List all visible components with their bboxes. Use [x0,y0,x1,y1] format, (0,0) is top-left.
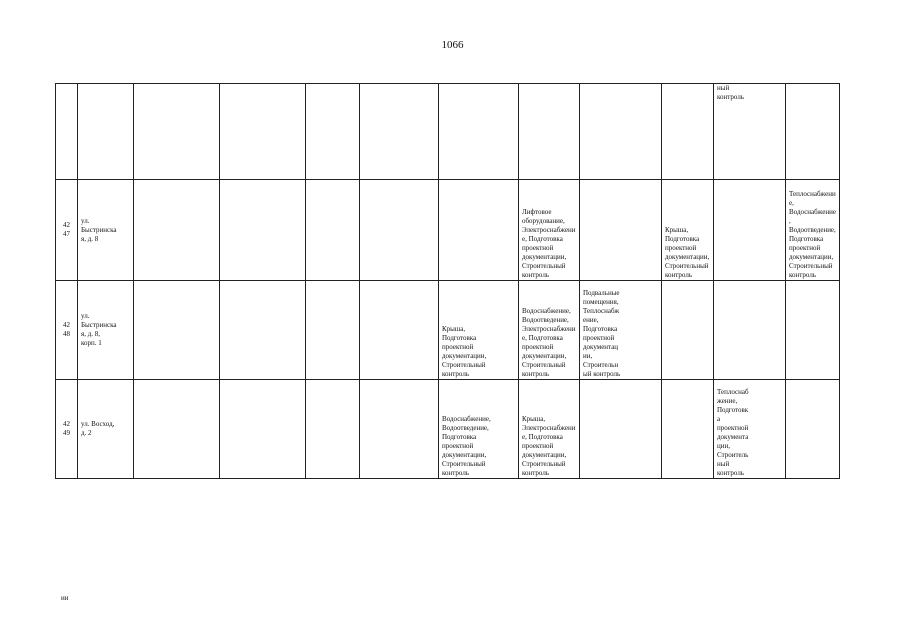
work-cell: Лифтовое оборудование, Электроснабжени е, Подготовка проектной документации, Строительный контроль [519,180,580,281]
work-cell [220,380,306,479]
work-cell [220,281,306,380]
work-cell [306,84,360,180]
work-cell [439,180,519,281]
work-cell [134,281,220,380]
footer-mark: ии [61,594,69,602]
work-cell [714,180,786,281]
work-cell: Подвальные помещения, Теплоснабж ение, Подготовка проектной документац ии, Строительн ый контроль [580,281,662,380]
address-cell: ул. Быстринска я, д. 8 [78,180,134,281]
row-number-cell [56,84,78,180]
row-number-cell: 42 48 [56,281,78,380]
work-cell: Водоснабжение, Водоотведение, Электроснабжени е, Подготовка проектной документации, Строительный контроль [519,281,580,380]
work-cell [786,84,840,180]
work-cell [360,84,439,180]
work-cell [134,84,220,180]
page-number: 1066 [441,39,464,51]
repair-schedule-table [55,83,840,479]
work-cell [714,281,786,380]
work-cell [662,84,714,180]
row-number-cell: 42 49 [56,380,78,479]
work-cell [519,84,580,180]
work-cell [360,180,439,281]
row-number-cell: 42 47 [56,180,78,281]
table-row [56,84,840,180]
work-cell [662,281,714,380]
table-row [56,180,840,281]
work-cell: Теплоснабжени е, Водоснабжение , Водоотведение, Подготовка проектной документации, Строительный контроль [786,180,840,281]
work-cell [580,180,662,281]
work-cell [220,180,306,281]
work-cell: Водоснабжение, Водоотведение, Подготовка проектной документации, Строительный контроль [439,380,519,479]
work-cell [306,281,360,380]
table-row [56,380,840,479]
work-cell [360,281,439,380]
work-cell [360,380,439,479]
address-cell: ул. Восход, д. 2 [78,380,134,479]
work-cell: Крыша, Электроснабжени е, Подготовка проектной документации, Строительный контроль [519,380,580,479]
address-cell [78,84,134,180]
work-cell: Крыша, Подготовка проектной документации, Строительный контроль [439,281,519,380]
work-cell [580,84,662,180]
work-cell: ный контроль [714,84,786,180]
work-cell [306,180,360,281]
work-cell [134,180,220,281]
work-cell [306,380,360,479]
work-cell: Крыша, Подготовка проектной документации, Строительный контроль [662,180,714,281]
work-cell [439,84,519,180]
table-row [56,281,840,380]
work-cell [786,380,840,479]
work-cell [580,380,662,479]
work-cell [220,84,306,180]
work-cell [662,380,714,479]
address-cell: ул. Быстринска я, д. 8, корп. 1 [78,281,134,380]
work-cell: Теплоснаб жение, Подготовк а проектной документа ции, Строитель ный контроль [714,380,786,479]
work-cell [786,281,840,380]
work-cell [134,380,220,479]
